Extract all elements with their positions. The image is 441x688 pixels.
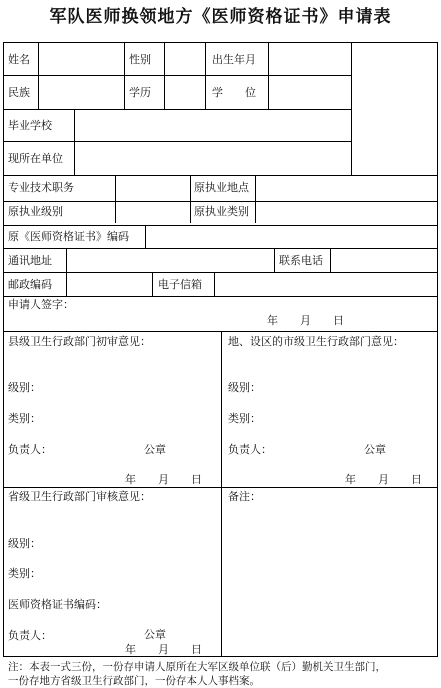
province-heading: 省级卫生行政部门审核意见： (8, 490, 151, 503)
city-heading: 地、设区的市级卫生行政部门意见： (228, 335, 404, 348)
col-divider (255, 175, 256, 223)
province-level-label: 级别： (8, 537, 41, 550)
city-level-label: 级别： (228, 381, 261, 394)
page-title: 军队医师换领地方《医师资格证书》申请表 (49, 7, 392, 27)
col-divider (274, 248, 275, 272)
birth-label: 出生年月 (212, 53, 256, 66)
application-form (3, 42, 438, 657)
province-seal-label: 公章 (144, 628, 166, 641)
email-label: 电子信箱 (158, 278, 202, 291)
postcode-label: 邮政编码 (8, 278, 52, 291)
row-divider (4, 141, 351, 142)
school-label: 毕业学校 (8, 119, 52, 132)
name-label: 姓名 (8, 53, 30, 66)
gender-label: 性别 (129, 53, 151, 66)
col-divider (351, 43, 352, 175)
county-date: 年 月 日 (125, 473, 202, 486)
county-category-label: 类别： (8, 412, 41, 425)
city-responsible-label: 负责人： (228, 443, 272, 456)
row-divider (4, 201, 437, 202)
row-divider (4, 109, 351, 110)
orig-practice-place-label: 原执业地点 (194, 181, 249, 194)
county-heading: 县级卫生行政部门初审意见： (8, 335, 151, 348)
signature-date: 年 月 日 (267, 314, 344, 327)
province-date: 年 月 日 (125, 643, 202, 656)
county-level-label: 级别： (8, 381, 41, 394)
city-date: 年 月 日 (345, 473, 422, 486)
footnote-line-2: 一份存地方省级卫生行政部门，一份存本人人事档案。 (8, 675, 260, 687)
remarks-label: 备注： (228, 490, 261, 503)
signature-label: 申请人签字： (8, 298, 74, 311)
row-divider (4, 296, 437, 297)
current-unit-label: 现所在单位 (8, 152, 63, 165)
city-category-label: 类别： (228, 412, 261, 425)
col-divider (124, 43, 125, 109)
province-category-label: 类别： (8, 567, 41, 580)
col-divider (145, 225, 146, 248)
col-divider (66, 272, 67, 296)
row-divider (4, 175, 437, 176)
county-responsible-label: 负责人： (8, 443, 52, 456)
row-divider (4, 272, 437, 273)
province-responsible-label: 负责人： (8, 629, 52, 642)
province-cert-no-label: 医师资格证书编码： (8, 598, 107, 611)
education-label: 学历 (129, 86, 151, 99)
col-divider (205, 43, 206, 109)
phone-label: 联系电话 (279, 254, 323, 267)
row-divider (4, 75, 351, 76)
orig-practice-level-label: 原执业级别 (8, 205, 63, 218)
city-seal-label: 公章 (364, 443, 386, 456)
col-divider (214, 272, 215, 296)
address-label: 通讯地址 (8, 254, 52, 267)
ethnicity-label: 民族 (8, 86, 30, 99)
col-divider (66, 248, 67, 272)
footnote-line-1: 注：本表一式三份，一份存申请人原所在大军区级单位联（后）勤机关卫生部门， (8, 661, 386, 673)
col-divider (152, 272, 153, 296)
county-seal-label: 公章 (144, 443, 166, 456)
col-divider (115, 175, 116, 223)
col-divider (221, 331, 222, 656)
col-divider (164, 43, 165, 109)
col-divider (268, 43, 269, 109)
orig-cert-no-label: 原《医师资格证书》编码 (8, 230, 129, 243)
col-divider (38, 43, 39, 109)
orig-practice-category-label: 原执业类别 (194, 205, 249, 218)
tech-title-label: 专业技术职务 (8, 181, 74, 194)
col-divider (330, 248, 331, 272)
col-divider (190, 175, 191, 223)
row-divider (4, 225, 437, 226)
col-divider (74, 109, 75, 175)
row-divider (4, 248, 437, 249)
degree-label: 学 位 (212, 86, 256, 99)
